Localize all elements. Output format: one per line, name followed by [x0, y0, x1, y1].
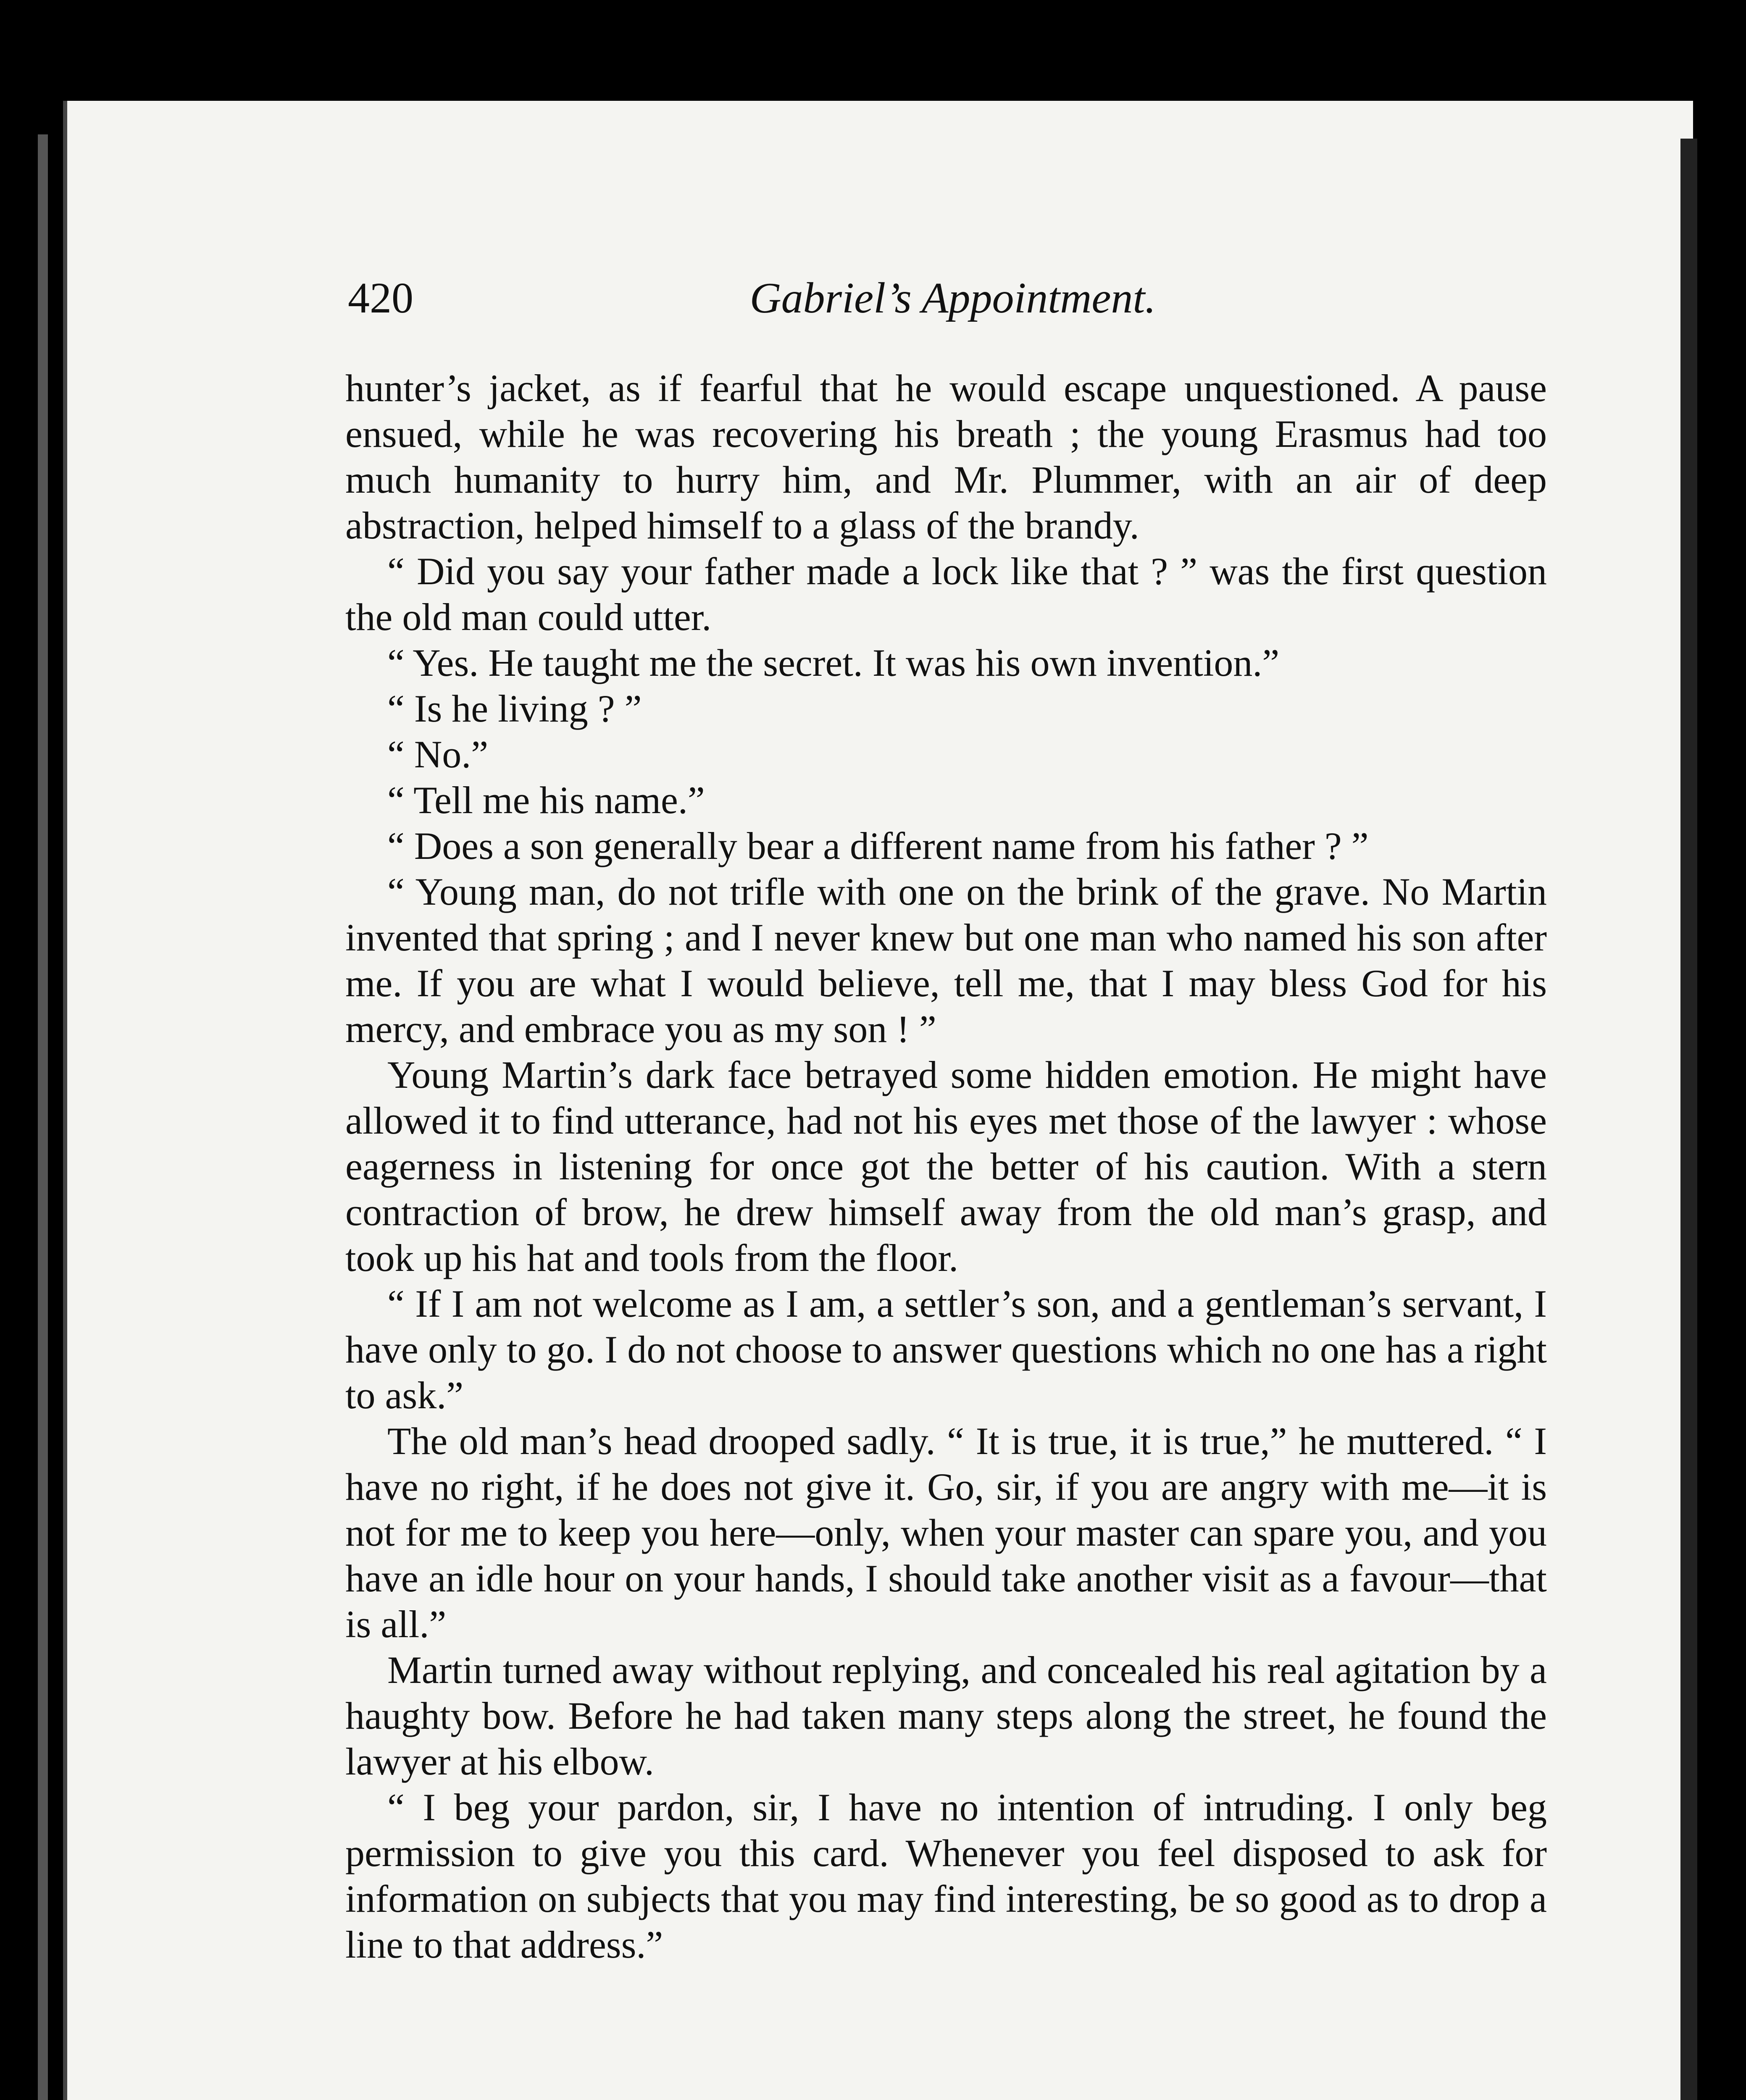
paragraph: “ Is he living ? ”	[387, 687, 642, 730]
paragraph: Young Martin’s dark face betrayed some hidden emotion. He might have allowed it to find utterance, had not his eyes met those of the lawyer : whose eagerness in listening for once got the better of his caution. With a stern contraction of brow, he drew himself away from the old man’s grasp, and took up his hat and tools from the floor.	[345, 1053, 1547, 1279]
page-number: 420	[348, 274, 413, 322]
paragraph: hunter’s jacket, as if fearful that he would escape unquestioned. A pause ensued, while he was recovering his breath ; the young Erasmus had too much humanity to hurry him, and Mr. Plummer, with an air of deep abstraction, helped himself to a glass of the brandy.	[345, 367, 1547, 547]
paragraph: “ If I am not welcome as I am, a settler’s son, and a gentleman’s servant, I have only to go. I do not choose to answer questions which no one has a right to ask.”	[345, 1282, 1547, 1417]
paragraph: “ Does a son generally bear a different name from his father ? ”	[387, 824, 1369, 867]
paragraph: The old man’s head drooped sadly. “ It is true, it is true,” he muttered. “ I have no right, if he does not give it. Go, sir, if you are angry with me—it is not for me to keep you here—only, when your master can spare you, and you have an idle hour on your hands, I should take another visit as a favour—that is all.”	[345, 1420, 1547, 1646]
paragraph: “ Tell me his name.”	[387, 779, 705, 822]
paragraph: “ Yes. He taught me the secret. It was his own invention.”	[387, 641, 1280, 684]
body-text	[345, 365, 1547, 1968]
paragraph: “ No.”	[387, 733, 489, 776]
page-header	[348, 273, 1558, 332]
paragraph: “ Young man, do not trifle with one on the brink of the grave. No Martin invented that spring ; and I never knew but one man who named his son after me. If you are what I would believe, tell me, that I may bless God for his mercy, and embrace you as my son ! ”	[345, 870, 1547, 1050]
page-shadow-right	[1680, 139, 1697, 2100]
running-head: Gabriel’s Appointment.	[749, 274, 1156, 322]
paragraph: “ Did you say your father made a lock like that ? ” was the first question the old man could utter.	[345, 550, 1547, 638]
page-shadow-left	[38, 134, 48, 2100]
paragraph: “ I beg your pardon, sir, I have no intention of intruding. I only beg permission to give you this card. Whenever you feel disposed to ask for information on subjects that you may find interesting, be so good as to drop a line to that address.”	[345, 1786, 1547, 1966]
paragraph: Martin turned away without replying, and concealed his real agitation by a haughty bow. Before he had taken many steps along the street, he found the lawyer at his elbow.	[345, 1648, 1547, 1783]
